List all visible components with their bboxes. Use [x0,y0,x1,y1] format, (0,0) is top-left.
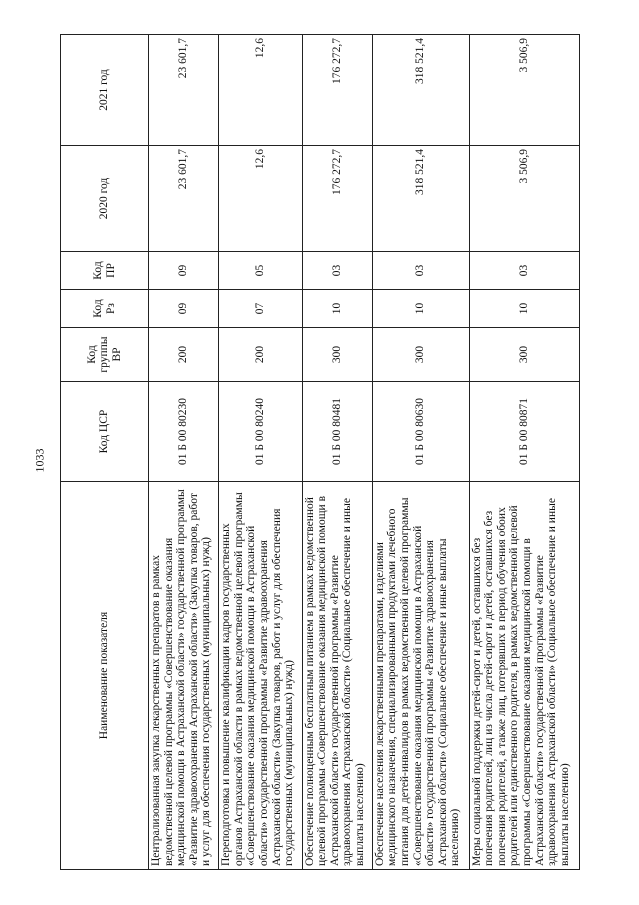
row-rz: 10 [469,290,579,328]
row-name: Переподготовка и повышение квалификации кадров государственных органов Астраханской области в рамках ведомственной целевой программы «Совершенствование оказания медицинской помощи в Астраханской области» государственной программы «Развитие здравоохранения Астраханской области» (Закупка товаров, работ и услуг для обеспечения государственных (муниципальных) нужд) [219,482,303,870]
row-2020: 12,6 [219,146,303,252]
row-2020: 23 601,7 [149,146,219,252]
row-vr: 300 [372,328,469,382]
header-2020: 2020 год [61,146,149,252]
row-rz: 10 [302,290,372,328]
header-2021: 2021 год [61,35,149,146]
budget-table-container [60,35,580,870]
table-row [469,35,579,870]
row-name: Централизованная закупка лекарственных препаратов в рамках ведомственной целевой программы «Совершенствование оказания медицинской помощи в Астраханской области» государственной программы «Развитие здравоохранения Астраханской области» (Закупка товаров, работ и услуг для обеспечения государственных (муниципальных) нужд) [149,482,219,870]
row-pr: 03 [469,252,579,290]
row-2021: 176 272,7 [302,35,372,146]
header-name: Наименование показателя [61,482,149,870]
row-vr: 300 [469,328,579,382]
row-pr: 09 [149,252,219,290]
page-number: 1033 [32,448,47,473]
row-vr: 200 [149,328,219,382]
table-row [149,35,219,870]
row-2021: 23 601,7 [149,35,219,146]
row-vr: 300 [302,328,372,382]
row-pr: 03 [302,252,372,290]
header-vr: Код группы ВР [61,328,149,382]
row-csr: 01 Б 00 80871 [469,382,579,482]
row-name: Обеспечение населения лекарственными препаратами, изделиями медицинского назначения, специализированными продуктами лечебного питания для детей-инвалидов в рамках ведомственной целевой программы «Совершенствование оказания медицинской помощи в Астраханской области» государственной программы «Развитие здравоохранения Астраханской области» (Социальное обеспечение и иные выплаты населению) [372,482,469,870]
row-csr: 01 Б 00 80230 [149,382,219,482]
row-2020: 176 272,7 [302,146,372,252]
table-row [372,35,469,870]
row-csr: 01 Б 00 80481 [302,382,372,482]
header-pr: Код ПР [61,252,149,290]
row-pr: 05 [219,252,303,290]
row-pr: 03 [372,252,469,290]
row-vr: 200 [219,328,303,382]
row-2021: 12,6 [219,35,303,146]
row-name: Обеспечение полноценным бесплатным питанием в рамках ведомственной целевой программы «Совершенствование оказания медицинской помощи в Астраханской области» государственной программы «Развитие здравоохранения Астраханской области» (Социальное обеспечение и иные выплаты населению) [302,482,372,870]
row-rz: 09 [149,290,219,328]
row-name: Меры социальной поддержки детей-сирот и детей, оставшихся без попечения родителей, лиц из числа детей-сирот и детей, оставшихся без попечения родителей, а также лиц, потерявших в период обучения обоих родителей или единственного родителя, в рамках ведомственной целевой программы «Совершенствование оказания медицинской помощи в Астраханской области» государственной программы «Развитие здравоохранения Астраханской области» (Социальное обеспечение и иные выплаты населению) [469,482,579,870]
header-csr: Код ЦСР [61,382,149,482]
header-rz: Код Рз [61,290,149,328]
row-rz: 07 [219,290,303,328]
row-2021: 3 506,9 [469,35,579,146]
budget-table [60,34,580,870]
row-2020: 318 521,4 [372,146,469,252]
row-rz: 10 [372,290,469,328]
table-row [219,35,303,870]
row-2020: 3 506,9 [469,146,579,252]
row-csr: 01 Б 00 80630 [372,382,469,482]
table-header-row [61,35,149,870]
row-csr: 01 Б 00 80240 [219,382,303,482]
table-row [302,35,372,870]
row-2021: 318 521,4 [372,35,469,146]
